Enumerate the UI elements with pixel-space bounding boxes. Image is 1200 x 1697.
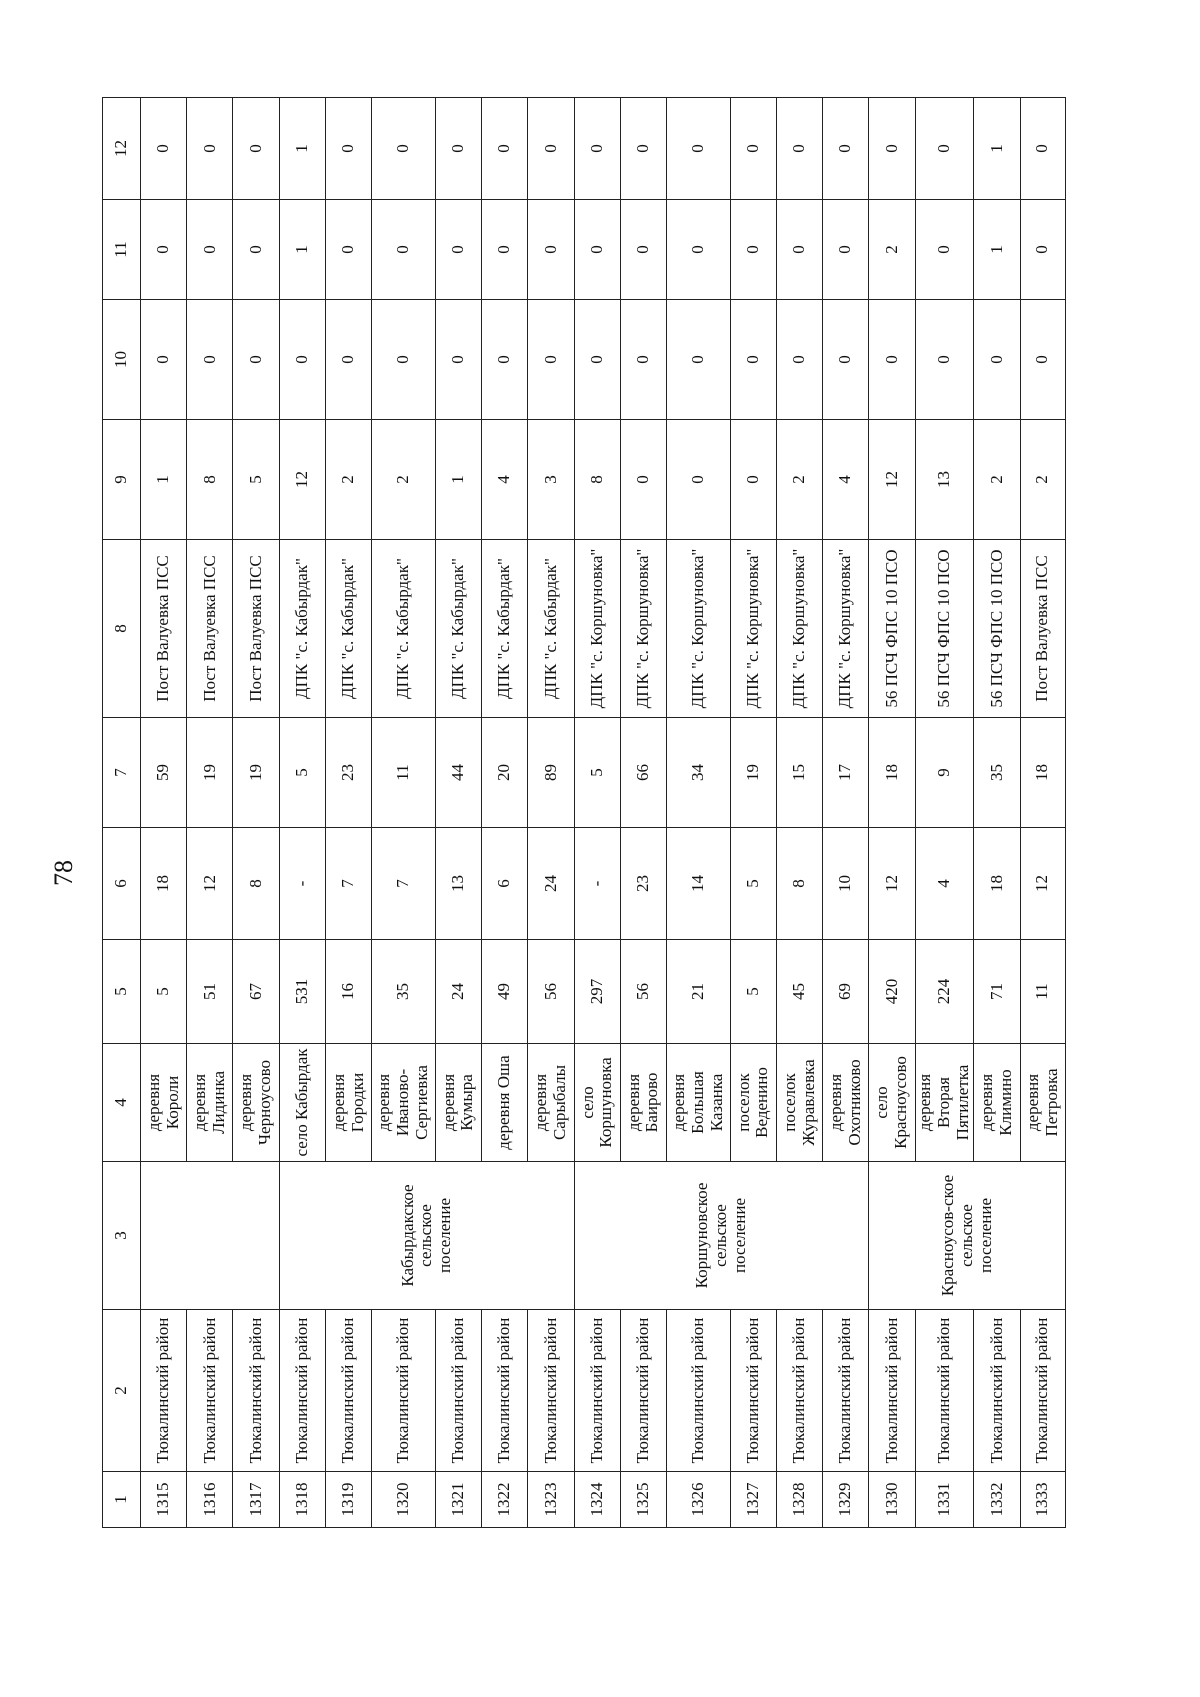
district-cell: Тюкалинский район <box>869 1310 915 1472</box>
num-cell: 0 <box>730 200 776 300</box>
locality-cell: деревня Городки <box>325 1044 371 1162</box>
row-number-cell: 1319 <box>325 1472 371 1528</box>
num-cell: 0 <box>482 300 528 420</box>
num-cell: 71 <box>974 940 1020 1044</box>
locality-cell: село Красноусово <box>869 1044 915 1162</box>
num-cell: 23 <box>325 718 371 828</box>
num-cell: 0 <box>187 98 233 200</box>
num-cell: 19 <box>187 718 233 828</box>
table-row <box>823 98 869 1528</box>
num-cell: 0 <box>372 200 436 300</box>
table-row <box>620 98 666 1528</box>
column-header: 2 <box>103 1310 141 1472</box>
locality-cell: деревня Вторая Пятилетка <box>915 1044 974 1162</box>
num-cell: 0 <box>141 300 187 420</box>
num-cell: 420 <box>869 940 915 1044</box>
num-cell: 2 <box>1020 420 1065 540</box>
num-cell: 0 <box>279 300 325 420</box>
num-cell: 1 <box>974 200 1020 300</box>
num-cell: 12 <box>187 828 233 940</box>
num-cell: 5 <box>279 718 325 828</box>
table-row <box>482 98 528 1528</box>
fire-unit-cell: Пост Валуевка ПСС <box>233 540 279 718</box>
district-cell: Тюкалинский район <box>187 1310 233 1472</box>
num-cell: 23 <box>620 828 666 940</box>
num-cell: 5 <box>141 940 187 1044</box>
column-header: 7 <box>103 718 141 828</box>
district-cell: Тюкалинский район <box>823 1310 869 1472</box>
num-cell: - <box>279 828 325 940</box>
num-cell: 56 <box>620 940 666 1044</box>
district-cell: Тюкалинский район <box>141 1310 187 1472</box>
num-cell: 1 <box>435 420 481 540</box>
column-header: 10 <box>103 300 141 420</box>
num-cell: 5 <box>233 420 279 540</box>
num-cell: 16 <box>325 940 371 1044</box>
num-cell: 0 <box>667 98 731 200</box>
num-cell: - <box>574 828 620 940</box>
num-cell: 89 <box>528 718 574 828</box>
locality-cell: деревня Баирово <box>620 1044 666 1162</box>
num-cell: 0 <box>915 98 974 200</box>
district-cell: Тюкалинский район <box>620 1310 666 1472</box>
district-cell: Тюкалинский район <box>233 1310 279 1472</box>
fire-unit-cell: ДПК "с. Коршуновка" <box>730 540 776 718</box>
num-cell: 20 <box>482 718 528 828</box>
settlement-cell <box>141 1162 280 1310</box>
district-cell: Тюкалинский район <box>730 1310 776 1472</box>
num-cell: 67 <box>233 940 279 1044</box>
num-cell: 5 <box>730 940 776 1044</box>
num-cell: 18 <box>974 828 1020 940</box>
table-row <box>730 98 776 1528</box>
num-cell: 12 <box>869 420 915 540</box>
num-cell: 2 <box>776 420 822 540</box>
data-table <box>102 97 1066 1528</box>
num-cell: 1 <box>279 200 325 300</box>
district-cell: Тюкалинский район <box>279 1310 325 1472</box>
fire-unit-cell: 56 ПСЧ ФПС 10 ПСО <box>974 540 1020 718</box>
district-cell: Тюкалинский район <box>574 1310 620 1472</box>
column-header: 3 <box>103 1162 141 1310</box>
locality-cell: деревня Охотниково <box>823 1044 869 1162</box>
num-cell: 24 <box>528 828 574 940</box>
num-cell: 0 <box>1020 98 1065 200</box>
num-cell: 19 <box>730 718 776 828</box>
table-row <box>233 98 279 1528</box>
num-cell: 531 <box>279 940 325 1044</box>
num-cell: 5 <box>730 828 776 940</box>
column-header: 1 <box>103 1472 141 1528</box>
row-number-cell: 1332 <box>974 1472 1020 1528</box>
row-number-cell: 1325 <box>620 1472 666 1528</box>
table-row <box>915 98 974 1528</box>
row-number-cell: 1326 <box>667 1472 731 1528</box>
num-cell: 2 <box>974 420 1020 540</box>
row-number-cell: 1320 <box>372 1472 436 1528</box>
num-cell: 0 <box>620 300 666 420</box>
column-header: 9 <box>103 420 141 540</box>
table-row <box>372 98 436 1528</box>
num-cell: 0 <box>915 300 974 420</box>
num-cell: 4 <box>823 420 869 540</box>
district-cell: Тюкалинский район <box>528 1310 574 1472</box>
num-cell: 0 <box>823 200 869 300</box>
fire-unit-cell: ДПК "с. Кабырдак" <box>528 540 574 718</box>
locality-cell: поселок Журавлевка <box>776 1044 822 1162</box>
num-cell: 0 <box>667 300 731 420</box>
num-cell: 1 <box>279 98 325 200</box>
row-number-cell: 1333 <box>1020 1472 1065 1528</box>
fire-unit-cell: ДПК "с. Кабырдак" <box>372 540 436 718</box>
locality-cell: село Кабырдак <box>279 1044 325 1162</box>
locality-cell: деревня Черноусово <box>233 1044 279 1162</box>
num-cell: 15 <box>776 718 822 828</box>
row-number-cell: 1316 <box>187 1472 233 1528</box>
locality-cell: деревня Иваново-Сергиевка <box>372 1044 436 1162</box>
num-cell: 8 <box>233 828 279 940</box>
num-cell: 12 <box>869 828 915 940</box>
table-row <box>667 98 731 1528</box>
table-row <box>187 98 233 1528</box>
num-cell: 69 <box>823 940 869 1044</box>
num-cell: 2 <box>869 200 915 300</box>
district-cell: Тюкалинский район <box>325 1310 371 1472</box>
num-cell: 0 <box>233 98 279 200</box>
fire-unit-cell: ДПК "с. Коршуновка" <box>776 540 822 718</box>
num-cell: 10 <box>823 828 869 940</box>
fire-unit-cell: ДПК "с. Кабырдак" <box>279 540 325 718</box>
row-number-cell: 1331 <box>915 1472 974 1528</box>
row-number-cell: 1327 <box>730 1472 776 1528</box>
table-row <box>776 98 822 1528</box>
table-row <box>974 98 1020 1528</box>
num-cell: 0 <box>233 200 279 300</box>
num-cell: 7 <box>325 828 371 940</box>
table-row <box>325 98 371 1528</box>
settlement-cell: Кабырдакское сельское поселение <box>279 1162 574 1310</box>
num-cell: 0 <box>869 300 915 420</box>
column-header: 12 <box>103 98 141 200</box>
num-cell: 0 <box>574 98 620 200</box>
settlement-cell: Коршуновское сельское поселение <box>574 1162 869 1310</box>
num-cell: 0 <box>141 200 187 300</box>
num-cell: 0 <box>325 98 371 200</box>
num-cell: 2 <box>325 420 371 540</box>
num-cell: 0 <box>372 98 436 200</box>
num-cell: 0 <box>372 300 436 420</box>
fire-unit-cell: ДПК "с. Кабырдак" <box>482 540 528 718</box>
fire-unit-cell: 56 ПСЧ ФПС 10 ПСО <box>915 540 974 718</box>
num-cell: 224 <box>915 940 974 1044</box>
num-cell: 0 <box>620 200 666 300</box>
num-cell: 0 <box>730 420 776 540</box>
num-cell: 0 <box>974 300 1020 420</box>
num-cell: 4 <box>482 420 528 540</box>
row-number-cell: 1315 <box>141 1472 187 1528</box>
num-cell: 2 <box>372 420 436 540</box>
num-cell: 0 <box>915 200 974 300</box>
num-cell: 0 <box>730 98 776 200</box>
locality-cell: поселок Веденино <box>730 1044 776 1162</box>
num-cell: 13 <box>435 828 481 940</box>
num-cell: 44 <box>435 718 481 828</box>
district-cell: Тюкалинский район <box>915 1310 974 1472</box>
district-cell: Тюкалинский район <box>372 1310 436 1472</box>
num-cell: 0 <box>482 98 528 200</box>
row-number-cell: 1323 <box>528 1472 574 1528</box>
locality-cell: деревня Короли <box>141 1044 187 1162</box>
locality-cell: деревня Большая Казанка <box>667 1044 731 1162</box>
num-cell: 21 <box>667 940 731 1044</box>
num-cell: 11 <box>1020 940 1065 1044</box>
num-cell: 45 <box>776 940 822 1044</box>
num-cell: 297 <box>574 940 620 1044</box>
row-number-cell: 1328 <box>776 1472 822 1528</box>
num-cell: 0 <box>435 98 481 200</box>
num-cell: 0 <box>528 200 574 300</box>
district-cell: Тюкалинский район <box>1020 1310 1065 1472</box>
row-number-cell: 1321 <box>435 1472 481 1528</box>
num-cell: 0 <box>776 300 822 420</box>
num-cell: 0 <box>620 98 666 200</box>
num-cell: 0 <box>187 300 233 420</box>
table-row <box>528 98 574 1528</box>
table-body <box>141 98 1066 1528</box>
num-cell: 13 <box>915 420 974 540</box>
row-number-cell: 1329 <box>823 1472 869 1528</box>
num-cell: 0 <box>776 98 822 200</box>
num-cell: 4 <box>915 828 974 940</box>
num-cell: 0 <box>187 200 233 300</box>
table-row <box>279 98 325 1528</box>
district-cell: Тюкалинский район <box>667 1310 731 1472</box>
column-header: 11 <box>103 200 141 300</box>
num-cell: 0 <box>528 98 574 200</box>
num-cell: 6 <box>482 828 528 940</box>
table-row <box>141 98 187 1528</box>
fire-unit-cell: ДПК "с. Коршуновка" <box>620 540 666 718</box>
num-cell: 34 <box>667 718 731 828</box>
locality-cell: деревня Кумыра <box>435 1044 481 1162</box>
num-cell: 7 <box>372 828 436 940</box>
num-cell: 18 <box>869 718 915 828</box>
num-cell: 0 <box>620 420 666 540</box>
num-cell: 0 <box>435 300 481 420</box>
table-row <box>1020 98 1065 1528</box>
num-cell: 24 <box>435 940 481 1044</box>
num-cell: 0 <box>667 420 731 540</box>
num-cell: 0 <box>574 300 620 420</box>
table-row <box>869 98 915 1528</box>
num-cell: 8 <box>574 420 620 540</box>
fire-unit-cell: ДПК "с. Коршуновка" <box>667 540 731 718</box>
district-cell: Тюкалинский район <box>974 1310 1020 1472</box>
table-row <box>435 98 481 1528</box>
table-row <box>574 98 620 1528</box>
num-cell: 0 <box>482 200 528 300</box>
num-cell: 1 <box>974 98 1020 200</box>
page-number: 78 <box>49 860 78 886</box>
num-cell: 49 <box>482 940 528 1044</box>
num-cell: 17 <box>823 718 869 828</box>
district-cell: Тюкалинский район <box>482 1310 528 1472</box>
fire-unit-cell: ДПК "с. Кабырдак" <box>435 540 481 718</box>
num-cell: 0 <box>325 200 371 300</box>
column-header: 6 <box>103 828 141 940</box>
column-header: 4 <box>103 1044 141 1162</box>
num-cell: 12 <box>1020 828 1065 940</box>
row-number-cell: 1318 <box>279 1472 325 1528</box>
fire-unit-cell: 56 ПСЧ ФПС 10 ПСО <box>869 540 915 718</box>
num-cell: 35 <box>974 718 1020 828</box>
num-cell: 0 <box>574 200 620 300</box>
num-cell: 8 <box>776 828 822 940</box>
fire-unit-cell: ДПК "с. Кабырдак" <box>325 540 371 718</box>
locality-cell: деревня Петровка <box>1020 1044 1065 1162</box>
num-cell: 0 <box>730 300 776 420</box>
locality-cell: деревня Лидинка <box>187 1044 233 1162</box>
num-cell: 18 <box>141 828 187 940</box>
district-cell: Тюкалинский район <box>776 1310 822 1472</box>
num-cell: 5 <box>574 718 620 828</box>
num-cell: 11 <box>372 718 436 828</box>
num-cell: 3 <box>528 420 574 540</box>
num-cell: 14 <box>667 828 731 940</box>
num-cell: 0 <box>823 98 869 200</box>
locality-cell: деревня Сарыбалы <box>528 1044 574 1162</box>
num-cell: 0 <box>1020 300 1065 420</box>
locality-cell: село Коршуновка <box>574 1044 620 1162</box>
fire-unit-cell: Пост Валуевка ПСС <box>1020 540 1065 718</box>
num-cell: 0 <box>233 300 279 420</box>
num-cell: 0 <box>776 200 822 300</box>
num-cell: 0 <box>435 200 481 300</box>
num-cell: 1 <box>141 420 187 540</box>
header-row <box>103 98 141 1528</box>
row-number-cell: 1317 <box>233 1472 279 1528</box>
num-cell: 0 <box>1020 200 1065 300</box>
num-cell: 12 <box>279 420 325 540</box>
num-cell: 8 <box>187 420 233 540</box>
num-cell: 66 <box>620 718 666 828</box>
num-cell: 0 <box>869 98 915 200</box>
num-cell: 18 <box>1020 718 1065 828</box>
table-container <box>102 98 1066 1528</box>
district-cell: Тюкалинский район <box>435 1310 481 1472</box>
num-cell: 0 <box>325 300 371 420</box>
locality-cell: деревня Климино <box>974 1044 1020 1162</box>
num-cell: 56 <box>528 940 574 1044</box>
locality-cell: деревня Оша <box>482 1044 528 1162</box>
num-cell: 59 <box>141 718 187 828</box>
num-cell: 0 <box>528 300 574 420</box>
num-cell: 0 <box>823 300 869 420</box>
num-cell: 35 <box>372 940 436 1044</box>
num-cell: 19 <box>233 718 279 828</box>
column-header: 8 <box>103 540 141 718</box>
row-number-cell: 1324 <box>574 1472 620 1528</box>
row-number-cell: 1330 <box>869 1472 915 1528</box>
fire-unit-cell: Пост Валуевка ПСС <box>187 540 233 718</box>
settlement-cell: Красноусов-ское сельское поселение <box>869 1162 1066 1310</box>
fire-unit-cell: ДПК "с. Коршуновка" <box>823 540 869 718</box>
num-cell: 0 <box>667 200 731 300</box>
fire-unit-cell: ДПК "с. Коршуновка" <box>574 540 620 718</box>
num-cell: 0 <box>141 98 187 200</box>
num-cell: 51 <box>187 940 233 1044</box>
num-cell: 9 <box>915 718 974 828</box>
fire-unit-cell: Пост Валуевка ПСС <box>141 540 187 718</box>
column-header: 5 <box>103 940 141 1044</box>
row-number-cell: 1322 <box>482 1472 528 1528</box>
